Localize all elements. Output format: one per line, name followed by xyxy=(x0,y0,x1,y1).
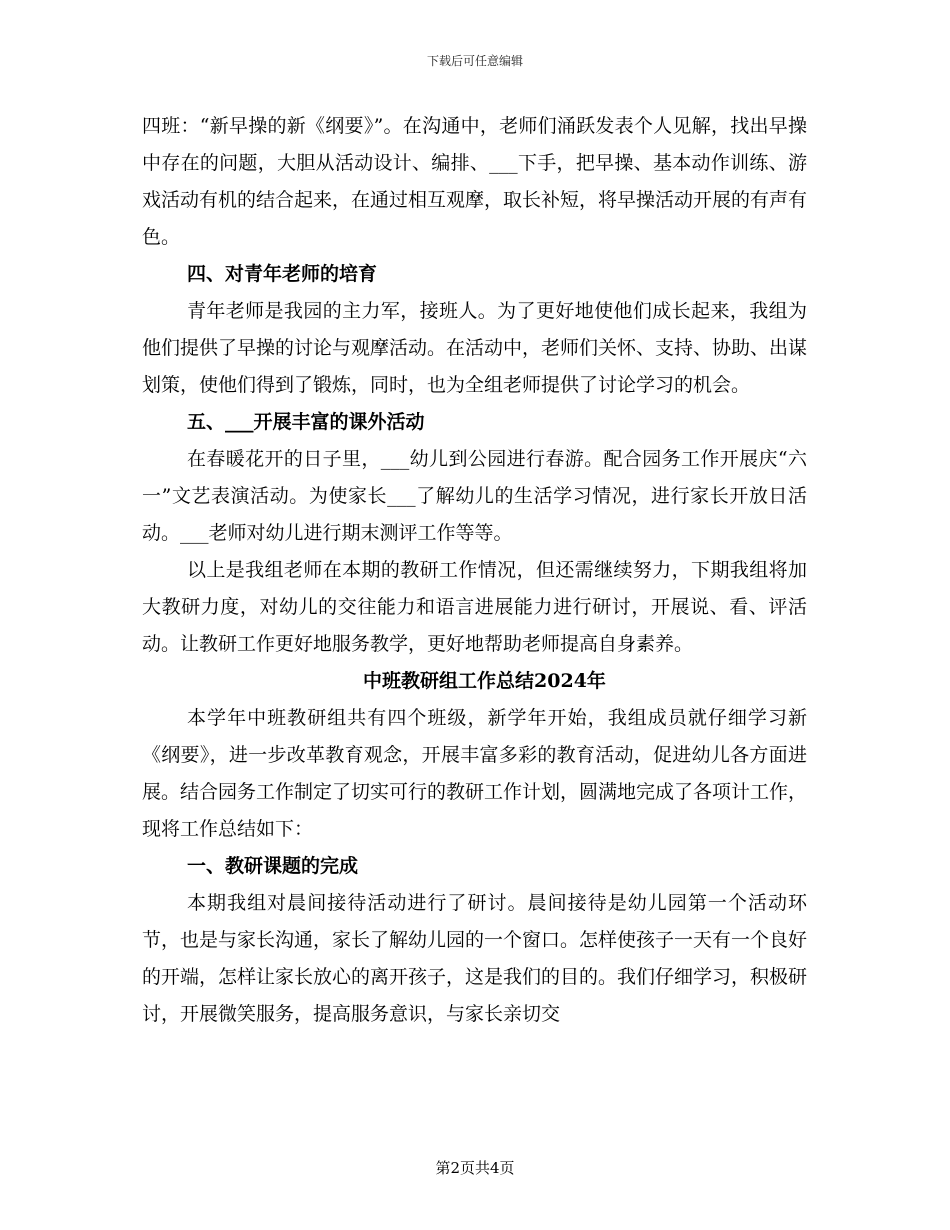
page-number: 第2页共4页 xyxy=(435,1159,515,1177)
paragraph-young-teachers: 青年老师是我园的主力军，接班人。为了更好地使他们成长起来，我组为他们提供了早操的讨论与观摩活动。在活动中，老师们关怀、支持、协助、出谋划策，使他们得到了锻炼，同时，也为全组老师提供了讨论学习的机会。 xyxy=(142,300,808,396)
section-heading-young-teachers: 四、对青年老师的培育 xyxy=(187,263,378,285)
paragraph-extracurricular: 在春暖花开的日子里，___幼儿到公园进行春游。配合园务工作开展庆“六一”文艺表演活动。为使家长___了解幼儿的生活学习情况，进行家长开放日活动。___老师对幼儿进行期末测评工作等等。 xyxy=(142,448,807,544)
paragraph-intro: 本学年中班教研组共有四个班级，新学年开始，我组成员就仔细学习新《纲要》，进一步改革教育观念，开展丰富多彩的教育活动，促进幼儿各方面进展。结合园务工作制定了切实可行的教研工作计划，圆满地完成了各项计工作，现将工作总结如下： xyxy=(142,707,808,840)
page-header: 下载后可任意编辑 xyxy=(426,54,523,68)
paragraph-early-exercise: 四班：“新早操的新《纲要》”。在沟通中，老师们涌跃发表个人见解，找出早操中存在的问题，大胆从活动设计、编排、___下手，把早操、基本动作训练、游戏活动有机的结合起来，在通过相互观摩，取长补短，将早操活动开展的有声有色。 xyxy=(142,115,808,248)
paragraph-research: 本期我组对晨间接待活动进行了研讨。晨间接待是幼儿园第一个活动环节，也是与家长沟通，家长了解幼儿园的一个窗口。怎样使孩子一天有一个良好的开端，怎样让家长放心的离开孩子，这是我们的目的。我们仔细学习，积极研讨，开展微笑服务，提高服务意识，与家长亲切交 xyxy=(142,892,808,1025)
paragraph-conclusion: 以上是我组老师在本期的教研工作情况，但还需继续努力，下期我组将加大教研力度，对幼儿的交往能力和语言进展能力进行研讨，开展说、看、评活动。让教研工作更好地服务教学，更好地帮助老师提高自身素养。 xyxy=(142,559,807,655)
document-body xyxy=(142,108,807,1033)
document-title: 中班教研组工作总结2024年 xyxy=(363,670,606,692)
section-heading-extracurricular: 五、___开展丰富的课外活动 xyxy=(187,411,425,433)
section-heading-research: 一、教研课题的完成 xyxy=(187,855,359,877)
